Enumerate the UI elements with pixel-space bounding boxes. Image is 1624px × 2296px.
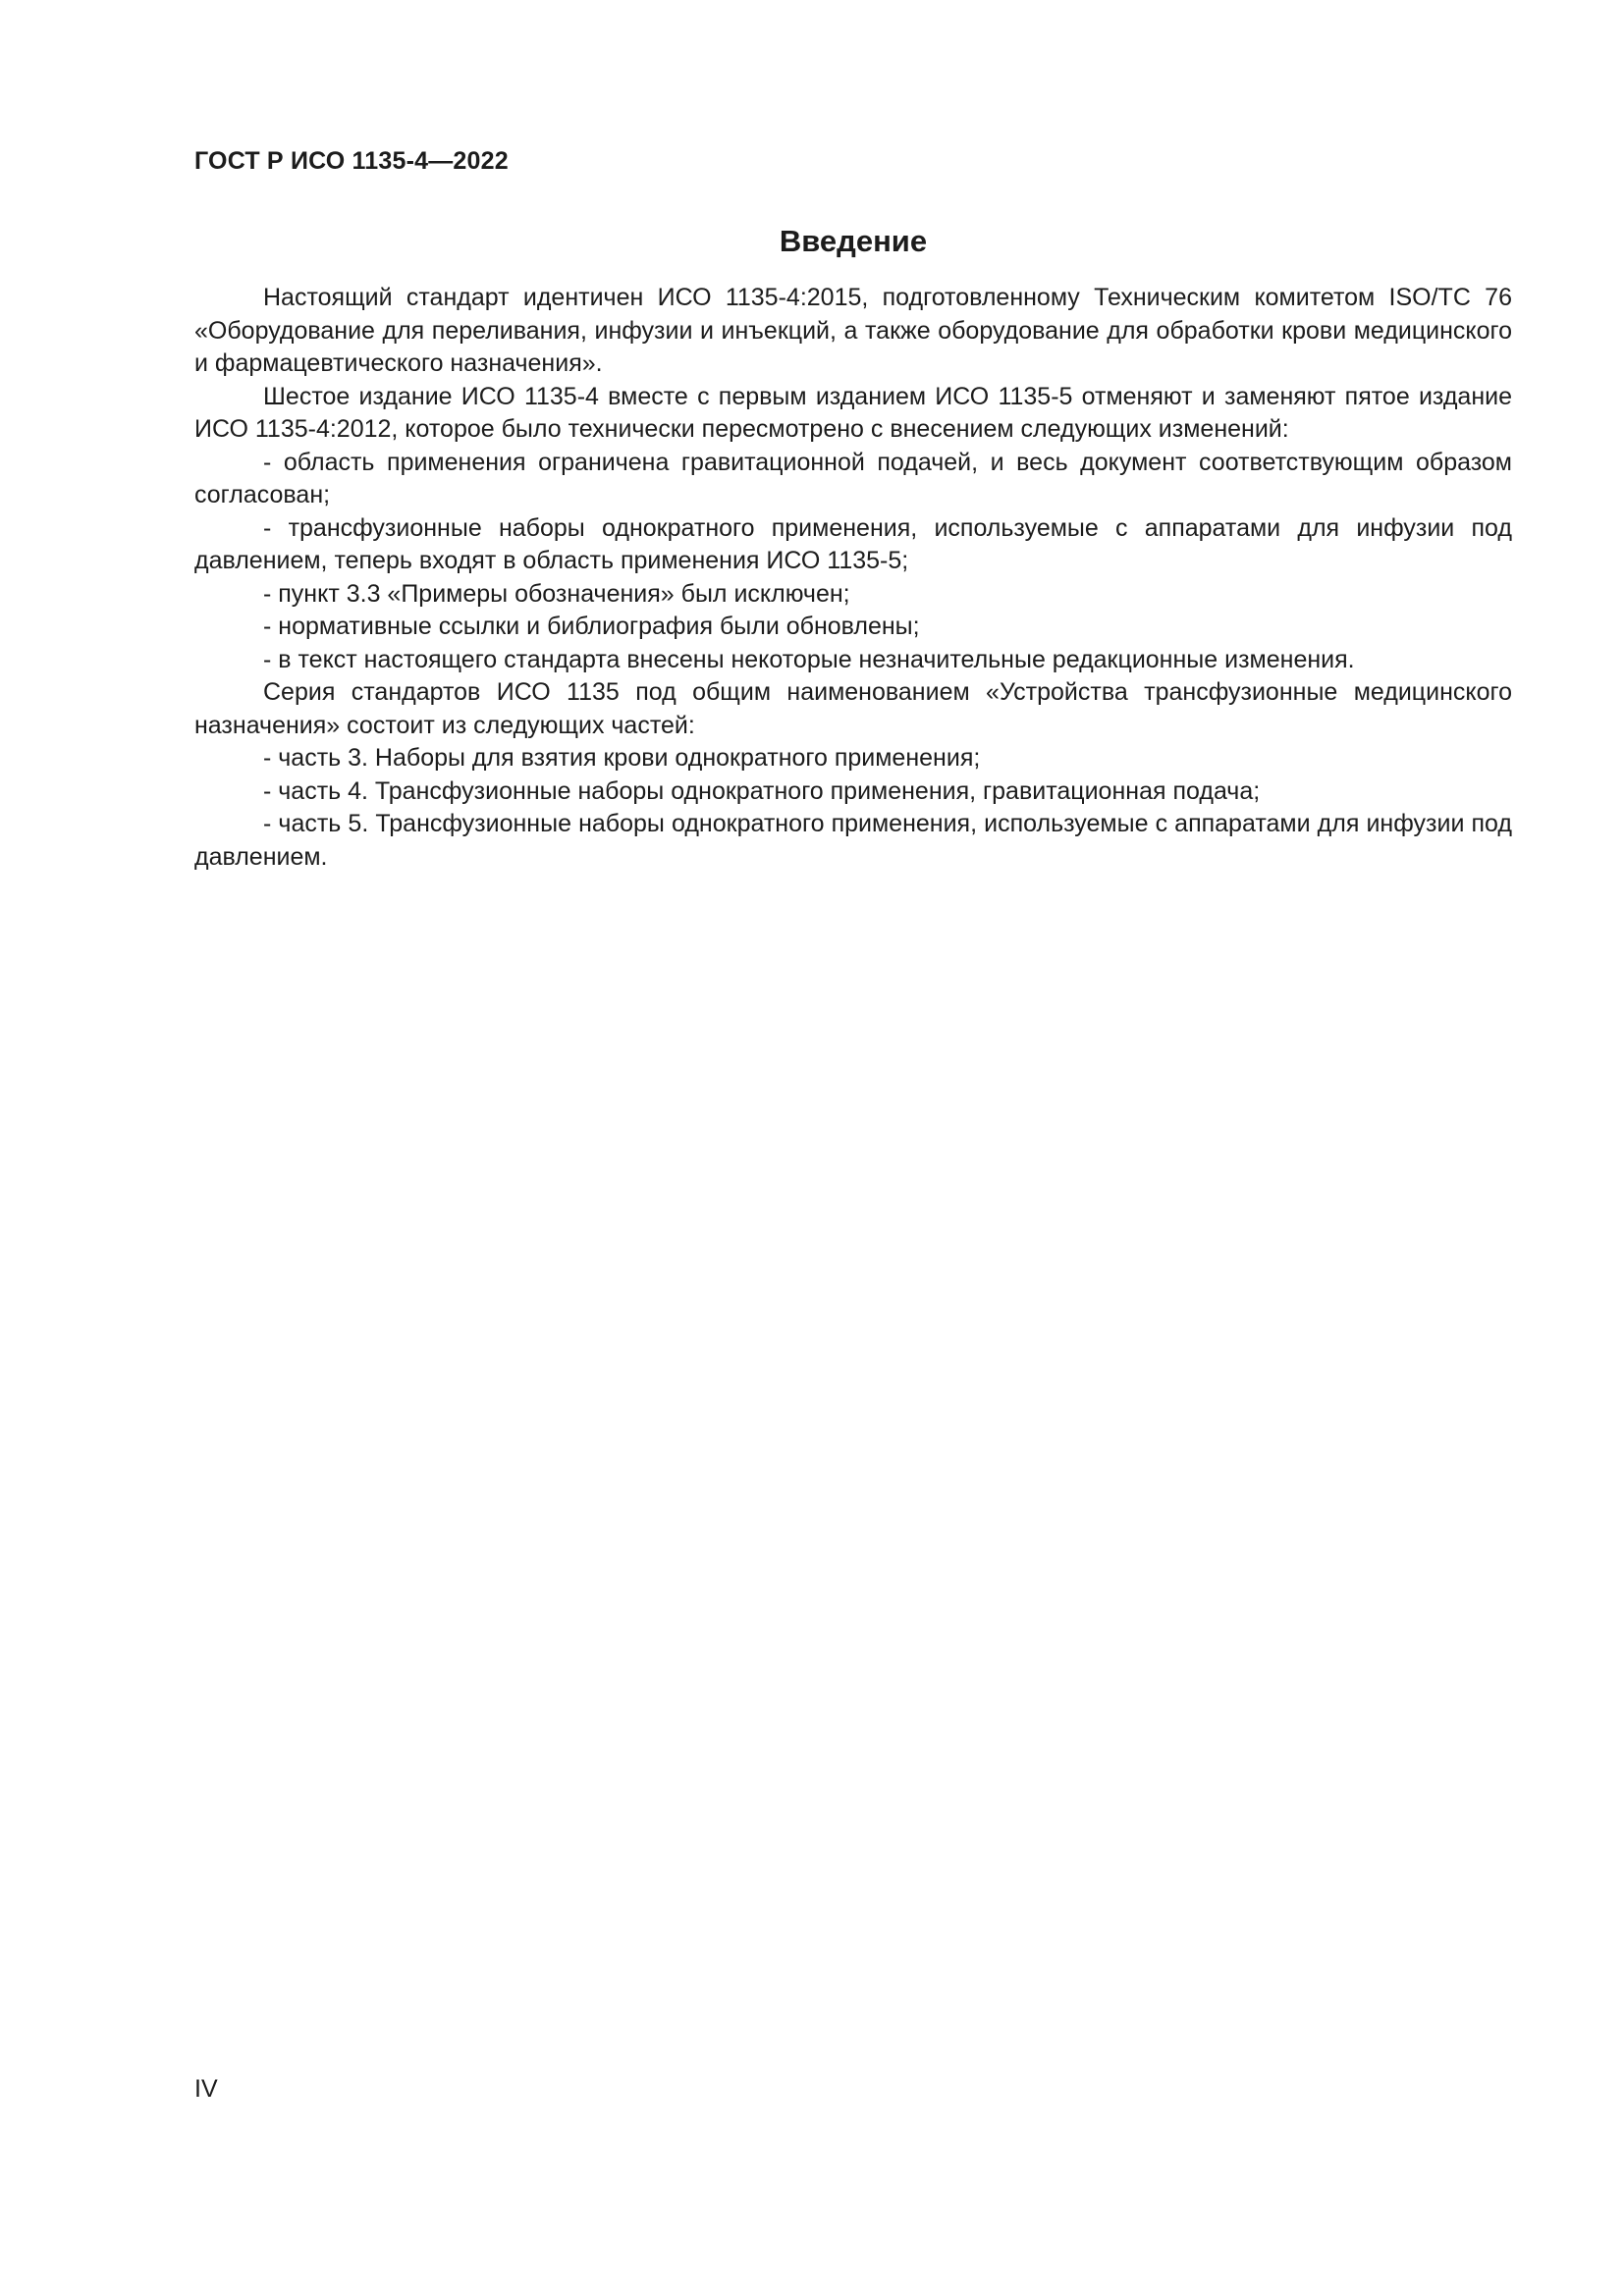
paragraph-edition: Шестое издание ИСО 1135-4 вместе с первым изданием ИСО 1135-5 отменяют и заменяют пятое издание ИСО 1135-4:2012, которое было технически пересмотрено с внесением следующих изменений: — [194, 382, 1512, 443]
page-title: Введение — [779, 224, 928, 258]
series-item-part-3: - часть 3. Наборы для взятия крови однократного применения; — [263, 744, 981, 772]
change-item-editorial: - в текст настоящего стандарта внесены некоторые незначительные редакционные изменения. — [263, 645, 1355, 673]
change-item-pressure-sets: - трансфузионные наборы однократного применения, используемые с аппаратами для инфузии под давлением, теперь входят в область применения ИСО 1135-5; — [194, 513, 1512, 574]
page-number: IV — [194, 2075, 218, 2103]
change-item-examples: - пункт 3.3 «Примеры обозначения» был исключен; — [263, 579, 850, 608]
introduction-body — [194, 282, 1512, 874]
change-item-scope: - область применения ограничена гравитационной подачей, и весь документ соответствующим образом согласован; — [194, 448, 1512, 508]
series-item-part-4: - часть 4. Трансфузионные наборы однократного применения, гравитационная подача; — [263, 776, 1261, 805]
paragraph-identity: Настоящий стандарт идентичен ИСО 1135-4:2015, подготовленному Техническим комитетом ISO/TC 76 «Оборудование для переливания, инфузии и инъекций, а также оборудование для обработки крови медицинского и фармацевтического назначения». — [194, 284, 1512, 377]
series-item-part-5: - часть 5. Трансфузионные наборы однократного применения, используемые с аппаратами для инфузии под давлением. — [194, 810, 1512, 871]
change-item-references: - нормативные ссылки и библиография были обновлены; — [263, 613, 920, 640]
paragraph-series: Серия стандартов ИСО 1135 под общим наименованием «Устройства трансфузионные медицинского назначения» состоит из следующих частей: — [194, 678, 1512, 739]
document-number: ГОСТ Р ИСО 1135-4—2022 — [194, 147, 509, 175]
